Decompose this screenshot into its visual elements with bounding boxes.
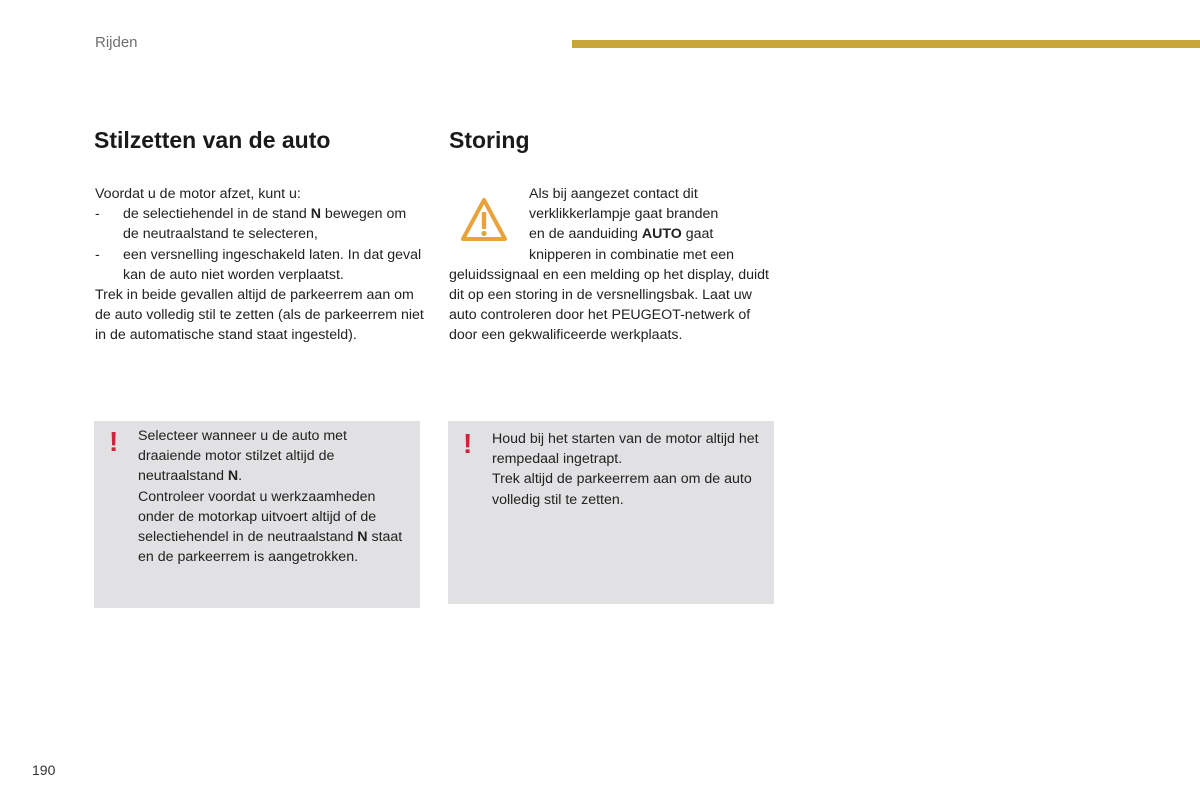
header-accent-bar [572, 40, 1200, 48]
note-paragraph: Controleer voordat u werkzaamheden onder de motorkap uitvoert altijd of de selectiehendel in de neutraalstand N staat en de parkeerrem is aangetrokken. [138, 488, 403, 566]
note-box-malfunction [448, 421, 774, 604]
list-text: een versnelling ingeschakeld laten. In dat geval kan de auto niet worden verplaatst. [123, 246, 422, 283]
malfunction-rest: geluidssignaal en een melding op het display, duidt dit op een storing in de versnellingsbak. Laat uw auto controleren door het PEUGEOT-netwerk of door een gekwalificeerde werkplaats. [449, 266, 769, 344]
section-title-malfunction: Storing [449, 127, 530, 153]
malfunction-line: verklikkerlampje gaat branden [529, 206, 719, 223]
malfunction-line: Als bij aangezet contact dit [529, 186, 698, 202]
list-text: de selectiehendel in de stand [123, 206, 311, 223]
auto-indicator-label: AUTO [641, 226, 682, 243]
note-text [138, 426, 406, 567]
malfunction-line: knipperen in combinatie met een [529, 246, 735, 263]
gear-position-label: N [310, 206, 321, 223]
exclamation-icon: ! [463, 428, 473, 459]
malfunction-body [449, 184, 775, 346]
note-box-parking [94, 421, 420, 608]
list-dash: - [95, 206, 100, 223]
list-text: bewegen om de neutraalstand te selecteren, [123, 206, 407, 243]
note-text [492, 429, 764, 510]
note-paragraph: Selecteer wanneer u de auto met draaiende motor stilzet altijd de neutraalstand N. [138, 428, 348, 485]
page-number: 190 [32, 762, 56, 778]
parking-intro: Voordat u de motor afzet, kunt u: [95, 186, 301, 202]
note-paragraph: Houd bij het starten van de motor altijd het rempedaal ingetrapt. [492, 431, 759, 468]
list-item [95, 204, 425, 244]
list-item [95, 245, 425, 285]
section-label: Rijden [95, 34, 138, 51]
note-paragraph: Trek altijd de parkeerrem aan om de auto volledig stil te zetten. [492, 471, 752, 508]
exclamation-icon: ! [109, 426, 119, 457]
section-title-parking: Stilzetten van de auto [94, 127, 331, 153]
list-dash: - [95, 246, 100, 263]
parking-closing: Trek in beide gevallen altijd de parkeerrem aan om de auto volledig stil te zetten (als de parkeerrem niet in de automatische stand staat ingesteld). [95, 287, 424, 344]
malfunction-line: en de aanduiding AUTO gaat [529, 226, 714, 243]
parking-body [95, 184, 425, 346]
